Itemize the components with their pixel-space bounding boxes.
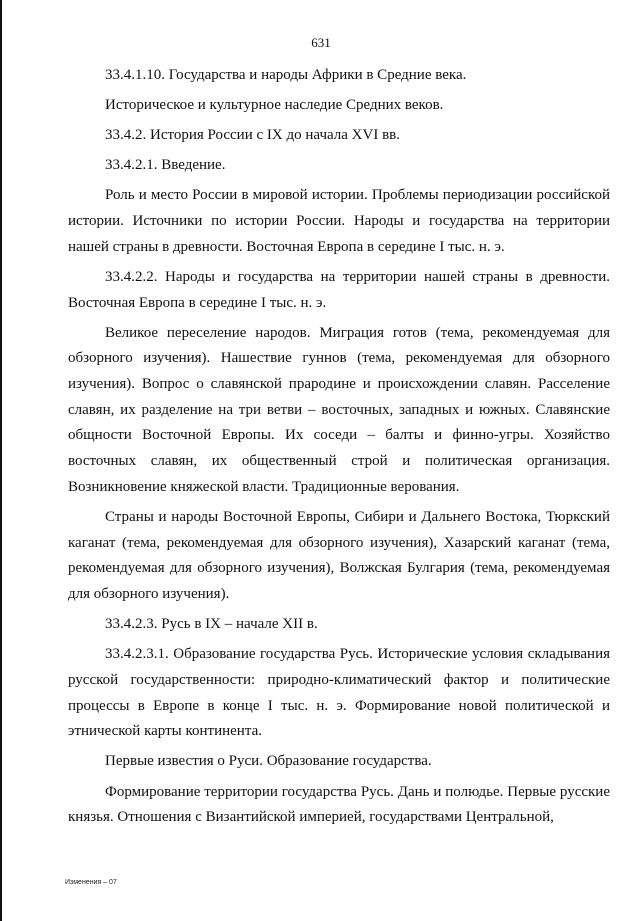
document-body [68, 63, 610, 832]
paragraph-section-33-4-2-3-1: 33.4.2.3.1. Образование государства Русь. Исторические условия складывания русской государственности: природно-климатический фактор и политические процессы в Европе в конце I тыс. н. э. Формирование новой политической и этнической карты континента. [68, 646, 610, 740]
page-number: 631 [311, 35, 331, 50]
paragraph-territory-formation: Формирование территории государства Русь. Дань и полюдье. Первые русские князья. Отношения с Византийской империей, государствами Центральной, [68, 783, 610, 826]
paragraph-section-33-4-2-3: 33.4.2.3. Русь в IX – начале XII в. [105, 616, 318, 633]
paragraph-section-33-4-2-1: 33.4.2.1. Введение. [105, 157, 226, 174]
paragraph-peoples-eastern-europe: Страны и народы Восточной Европы, Сибири и Дальнего Востока, Тюркский каганат (тема, рекомендуемая для обзорного изучения), Хазарский каганат (тема, рекомендуемая для обзорного изучения), Волжская Булгария (тема, рекомендуемая для обзорного изучения). [68, 508, 610, 603]
paragraph-heritage: Историческое и культурное наследие Средних веков. [105, 97, 444, 114]
paragraph-introduction-body: Роль и место России в мировой истории. Проблемы периодизации российской истории. Источники по истории России. Народы и государства на территории нашей страны в древности. Восточная Европа в середине I тыс. н. э. [68, 187, 610, 255]
paragraph-first-news-of-rus: Первые известия о Руси. Образование государства. [105, 753, 432, 770]
paragraph-section-33-4-1-10: 33.4.1.10. Государства и народы Африки в Средние века. [105, 67, 467, 83]
paragraph-great-migration: Великое переселение народов. Миграция готов (тема, рекомендуемая для обзорного изучения). Нашествие гуннов (тема, рекомендуемая для обзорного изучения). Вопрос о славянской прародине и происхождении славян. Расселение славян, их разделение на три ветви – восточных, западных и южных. Славянские общности Восточной Европы. Их соседи – балты и финно-угры. Хозяйство восточных славян, их общественный строй и политическая организация. Возникновение княжеской власти. Традиционные верования. [68, 324, 610, 495]
paragraph-section-33-4-2-2: 33.4.2.2. Народы и государства на территории нашей страны в древности. Восточная Европа в середине I тыс. н. э. [68, 268, 610, 311]
footer-note: Изменения – 07 [65, 879, 117, 886]
paragraph-section-33-4-2: 33.4.2. История России с IX до начала XVI вв. [105, 127, 400, 144]
